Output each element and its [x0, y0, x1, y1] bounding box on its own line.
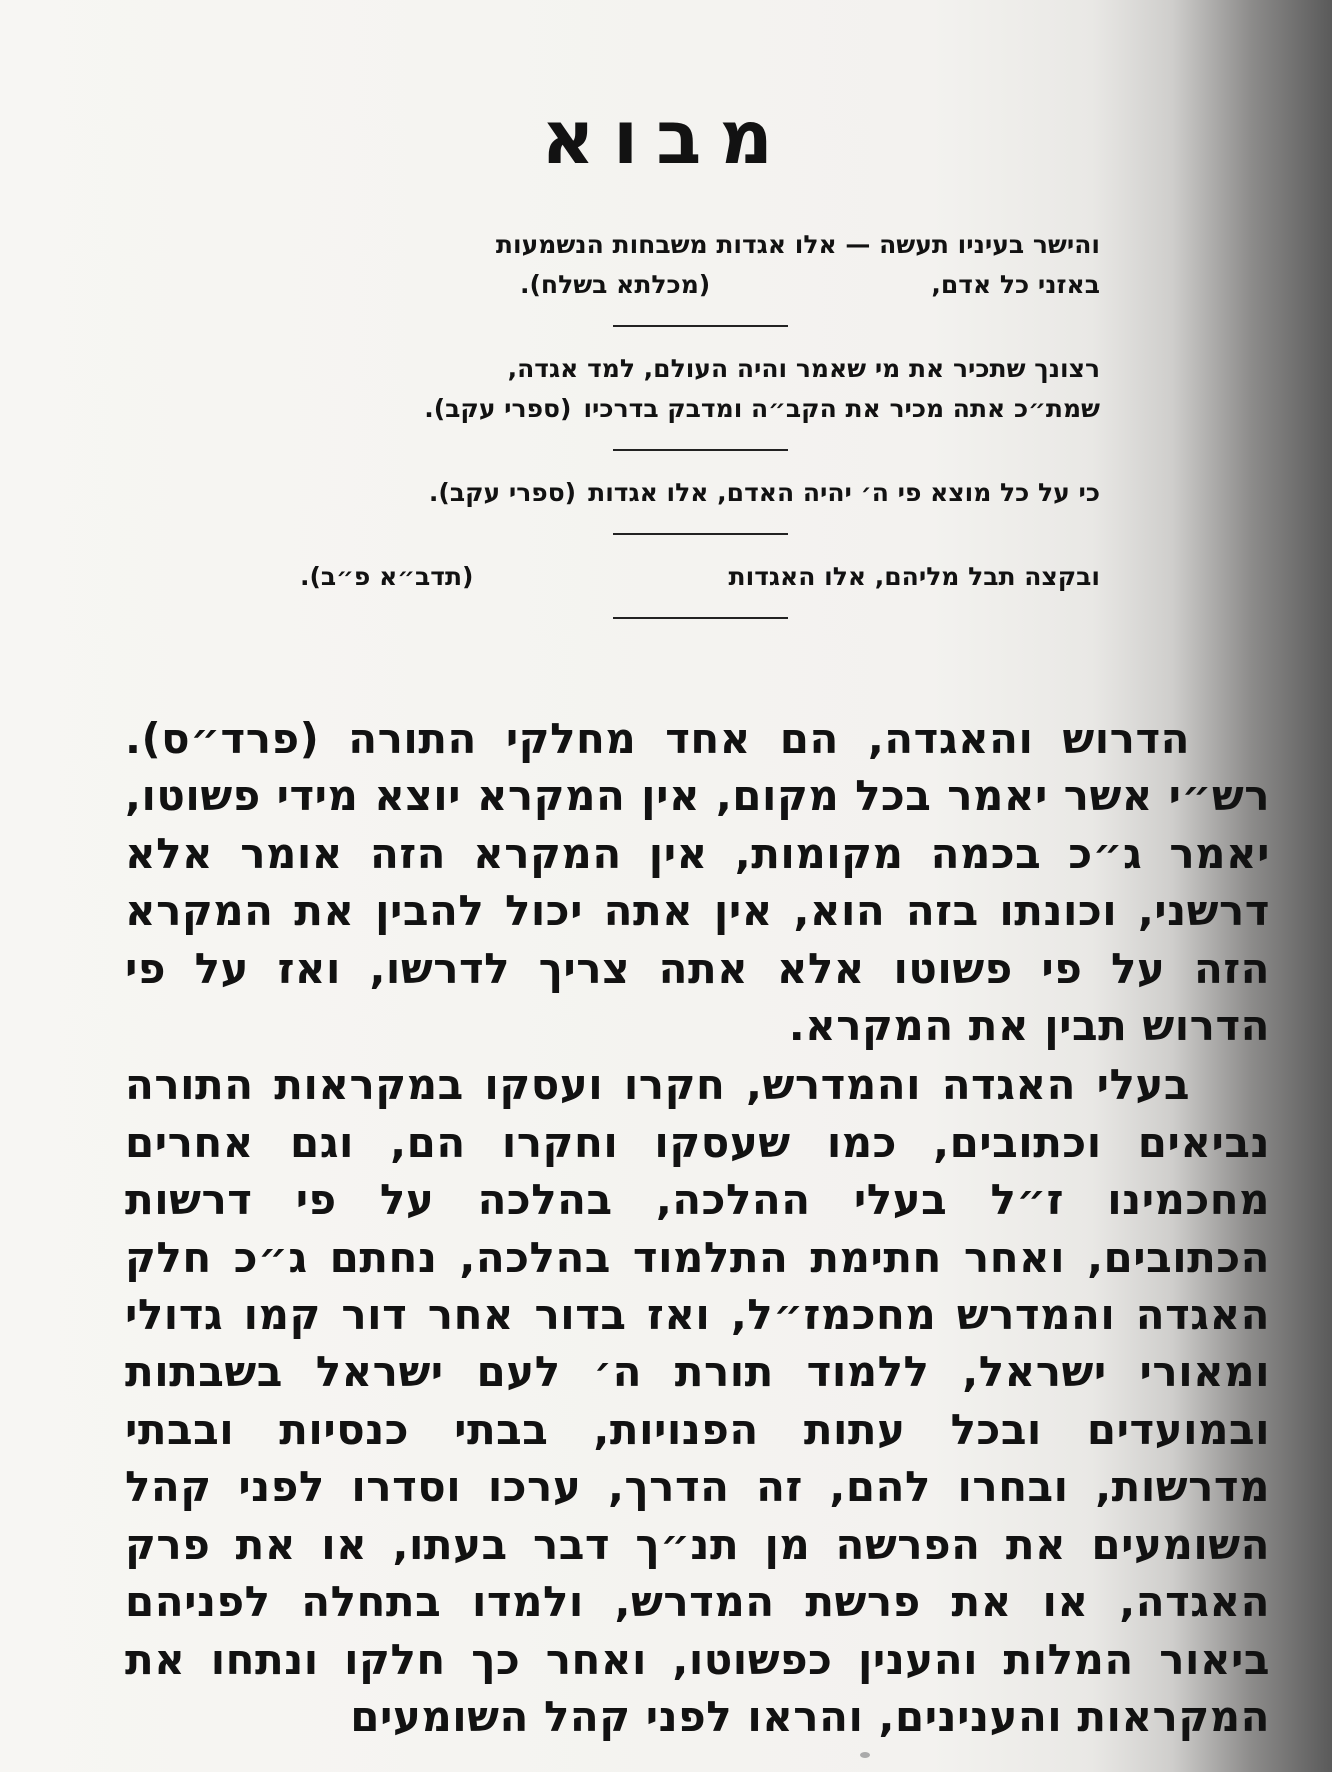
epigraph-line: והישר בעיניו תעשה — אלו אגדות משבחות הנשמעות [495, 230, 1100, 259]
epigraph-3 [300, 473, 1100, 513]
epigraphs [300, 225, 1100, 641]
epigraph-source: (ספרי עקב). [424, 394, 572, 423]
epigraph-text: באזני כל אדם, [931, 270, 1100, 299]
epigraph-2 [300, 349, 1100, 429]
paragraph: בעלי האגדה והמדרש, חקרו ועסקו במקראות התורה נביאים וכתובים, כמו שעסקו וחקרו הם, וגם אחרים מחכמינו ז״ל בעלי ההלכה, בהלכה על פי דרשות הכתובים, ואחר חתימת התלמוד בהלכה, נחתם ג״כ חלק האגדה והמדרש מחכמז״ל, ואז בדור אחר דור קמו גדולי ומאורי ישראל, ללמוד תורת ה׳ לעם ישראל בשבתות ובמועדים ובכל עתות הפנויות, בבתי כנסיות ובבתי מדרשות, ובחרו להם, זה הדרך, ערכו וסדרו לפני קהל השומעים את הפרשה מן תנ״ך דבר בעתו, או את פרק האגדה, או את פרשת המדרש, ולמדו בתחלה לפניהם ביאור המלות והענין כפשוטו, ואחר כך חלקו ונתחו את המקראות והענינים, והראו לפני קהל השומעים [125, 1060, 1270, 1741]
epigraph-text: שמת״כ אתה מכיר את הקב״ה ומדבק בדרכיו [583, 394, 1100, 423]
separator-rule [613, 617, 788, 619]
epigraph-source: (ספרי עקב). [428, 478, 577, 507]
separator-rule [613, 325, 788, 327]
epigraph-text: ובקצה תבל מליהם, אלו האגדות [728, 562, 1100, 591]
body-text [125, 710, 1270, 1745]
epigraph-source: (תדב״א פ״ב). [300, 562, 474, 591]
scan-speck [860, 1752, 870, 1758]
epigraph-text: כי על כל מוצא פי ה׳ יהיה האדם, אלו אגדות [588, 478, 1100, 507]
epigraph-source: (מכלתא בשלח). [520, 270, 711, 299]
separator-rule [613, 533, 788, 535]
separator-rule [613, 449, 788, 451]
page-title: מבוא [541, 95, 791, 181]
paragraph: הדרוש והאגדה, הם אחד מחלקי התורה (פרד״ס). רש״י אשר יאמר בכל מקום, אין המקרא יוצא מידי פשוטו, יאמר ג״כ בכמה מקומות, אין המקרא הזה אומר אלא דרשני, וכונתו בזה הוא, אין אתה יכול להבין את המקרא הזה על פי פשוטו אלא אתה צריך לדרשו, ואז על פי הדרוש תבין את המקרא. [125, 714, 1270, 1051]
epigraph-line: רצונך שתכיר את מי שאמר והיה העולם, למד אגדה, [507, 354, 1100, 383]
epigraph-1 [300, 225, 1100, 305]
epigraph-4 [300, 557, 1100, 597]
